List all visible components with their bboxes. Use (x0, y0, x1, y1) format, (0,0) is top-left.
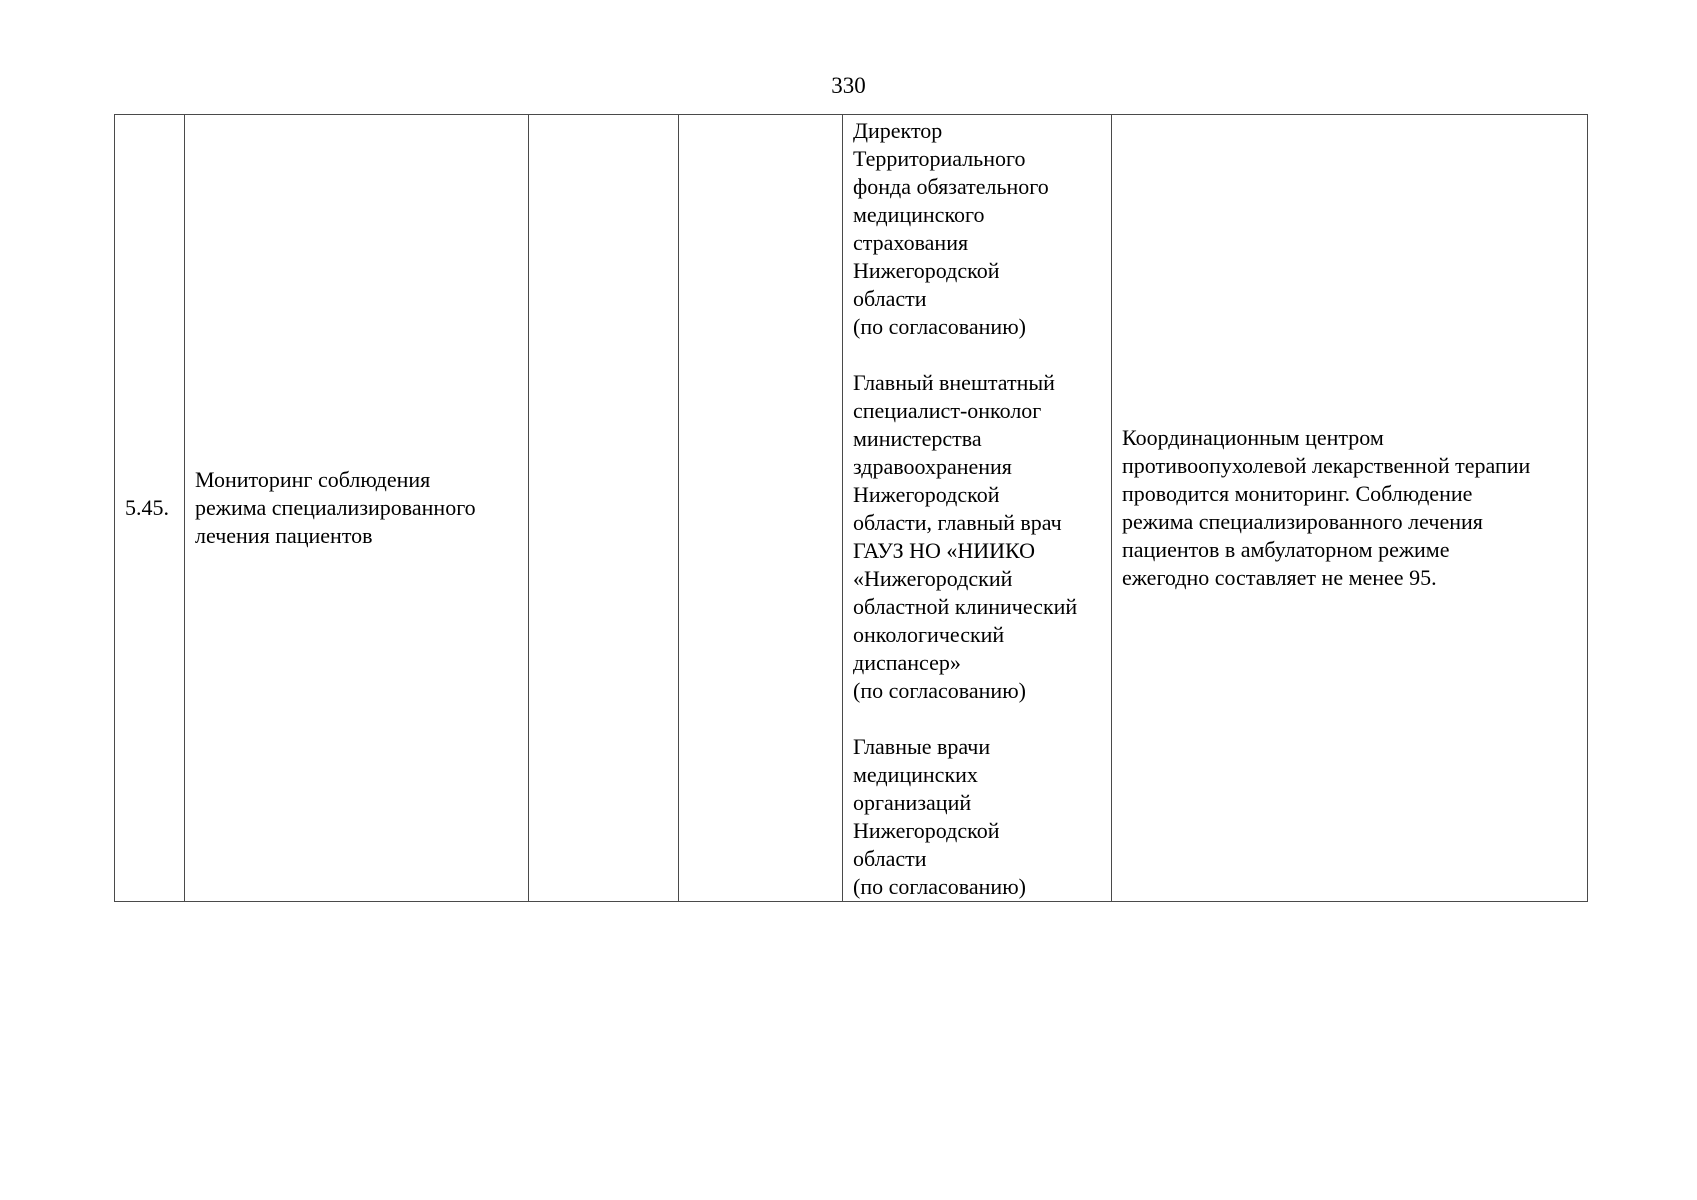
responsible-cell: Директор Территориального фонда обязательного медицинского страхования Нижегородской области (по согласованию) Главный внештатный специалист-онколог министерства здравоохранения Нижегородской области, главный врач ГАУЗ НО «НИИКО «Нижегородский областной клинический онкологический диспансер» (по согласованию) Главные врачи медицинских организаций Нижегородской области (по согласованию) (843, 115, 1112, 902)
plan-table (114, 114, 1588, 902)
row-number-cell: 5.45. (115, 115, 185, 902)
result-cell: Координационным центром противоопухолевой лекарственной терапии проводится мониторинг. Соблюдение режима специализированного лечения пациентов в амбулаторном режиме ежегодно составляет не менее 95. (1112, 115, 1588, 902)
table-row (115, 115, 1588, 902)
page-number: 330 (831, 73, 866, 98)
empty-cell-3 (529, 115, 679, 902)
activity-cell: Мониторинг соблюдения режима специализированного лечения пациентов (185, 115, 529, 902)
empty-cell-4 (679, 115, 843, 902)
